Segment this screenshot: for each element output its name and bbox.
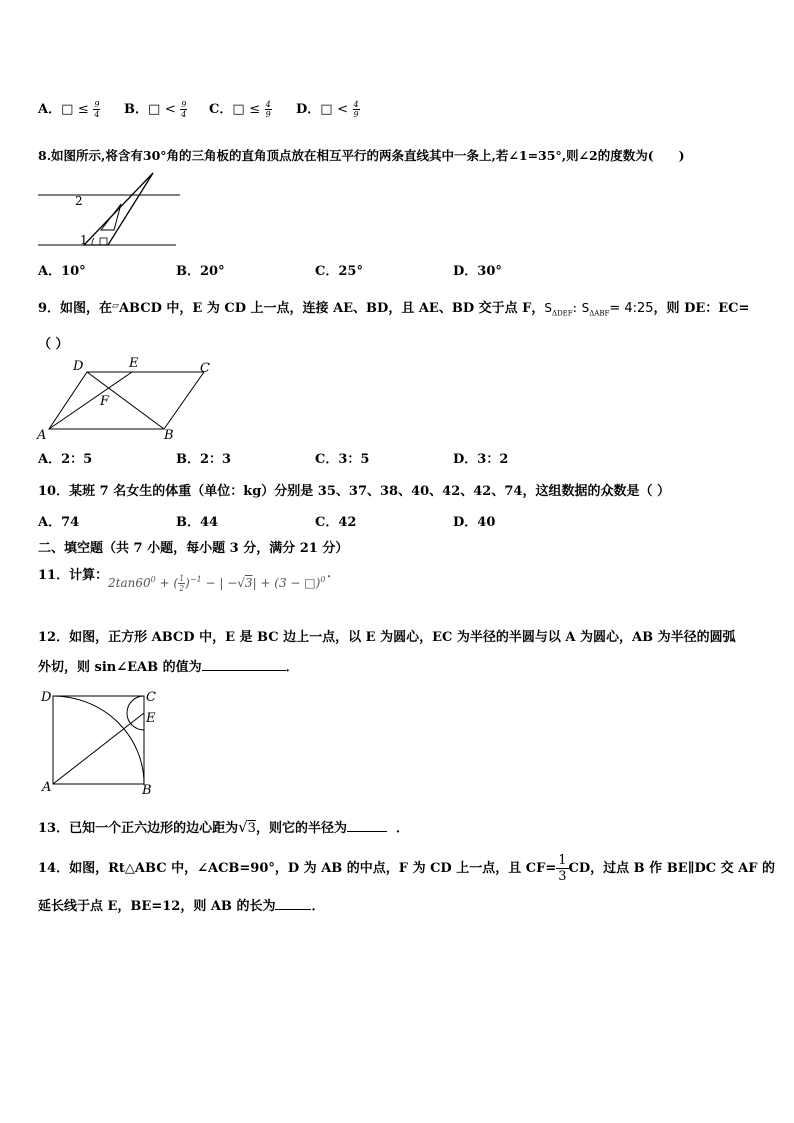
q9-stem: 9．如图，在▱ABCD 中，E 为 CD 上一点，连接 AE、BD，且 AE、BD 交于点 F，$S_{\Delta DEF}$: $S_{\Delta ABF}=$ 4:25，则 DE：EC= xyxy=(38,301,750,318)
q12-stem-line2: 外切，则 sin∠EAB 的值为 ． xyxy=(38,660,299,675)
q9-label-a: A xyxy=(37,428,47,442)
q14-stem-line2: 延长线于点 E，BE=12，则 AB 的长为 ． xyxy=(38,899,325,914)
q9-option-b: B．2：3 xyxy=(176,452,232,467)
section-2-heading: 二、填空题（共 7 小题，每小题 3 分，满分 21 分） xyxy=(38,541,349,556)
q9-option-a: A．2：5 xyxy=(38,452,93,467)
q11-formula: $2\tan 60^0$ + ( $\frac{1}{2}$ )$^{-1}$ − | −√3| + (3 − □)$^0$ xyxy=(108,574,326,593)
q7-option-d: D．□ < $\frac{4}{9}$ xyxy=(296,100,359,119)
q13-answer-blank xyxy=(347,819,387,832)
q12-label-c: C xyxy=(146,690,156,705)
q7-option-b: B．□ < $\frac{9}{4}$ xyxy=(124,100,187,119)
q8-option-a: A．10° xyxy=(38,264,86,279)
q10-option-b: B．44 xyxy=(176,515,219,530)
q12-label-b: B xyxy=(142,783,152,798)
q9-label-b: B xyxy=(164,428,174,442)
q8-stem: 8.如图所示,将含有30°角的三角板的直角顶点放在相互平行的两条直线其中一条上,若∠1=35°,则∠2的度数为( ) xyxy=(38,148,685,163)
q9-stem-line2: （ ） xyxy=(38,337,69,352)
q9-option-d: D．3：2 xyxy=(453,452,509,467)
q8-angle-1-label: 1 xyxy=(80,233,88,247)
q7-option-c: C．□ ≤ $\frac{4}{9}$ xyxy=(209,100,271,119)
q10-option-d: D．40 xyxy=(453,515,496,530)
q11-stem: 11．计算： xyxy=(38,568,109,583)
q10-option-a: A．74 xyxy=(38,515,80,530)
q13-stem: 13．已知一个正六边形的边心距为√3，则它的半径为 ． xyxy=(38,818,410,836)
q10-option-c: C．42 xyxy=(315,515,357,530)
q8-option-d: D．30° xyxy=(453,264,502,279)
q11-tail: . xyxy=(327,566,332,581)
q7-option-a: A．□ ≤ $\frac{9}{4}$ xyxy=(38,100,100,119)
q12-stem-line1: 12．如图，正方形 ABCD 中，E 是 BC 边上一点，以 E 为圆心，EC 为半径的半圆与以 A 为圆心，AB 为半径的圆弧 xyxy=(38,630,736,645)
q9-label-f: F xyxy=(100,394,110,409)
q9-figure xyxy=(34,356,224,442)
q9-label-d: D xyxy=(73,359,84,374)
q9-option-c: C．3：5 xyxy=(315,452,370,467)
q12-label-e: E xyxy=(146,711,156,726)
q8-option-b: B．20° xyxy=(176,264,225,279)
q8-option-c: C．25° xyxy=(315,264,363,279)
q8-angle-2-label: 2 xyxy=(75,194,83,208)
q12-label-a: A xyxy=(42,780,52,795)
q12-answer-blank xyxy=(202,658,286,671)
q12-label-d: D xyxy=(41,690,52,705)
q14-answer-blank xyxy=(275,897,311,910)
q10-stem: 10．某班 7 名女生的体重（单位：kg）分别是 35、37、38、40、42、42、74，这组数据的众数是（ ） xyxy=(38,484,670,499)
q8-figure xyxy=(36,168,186,250)
q12-figure xyxy=(38,688,164,798)
q9-label-c: C xyxy=(200,361,210,376)
q14-stem-line1: 14．如图，Rt△ABC 中，∠ACB=90°，D 为 AB 的中点，F 为 CD 上一点，且 CF= $\frac{1}{3}$ CD，过点 B 作 BE∥DC 交 AF 的 xyxy=(38,853,775,884)
q9-label-e: E xyxy=(129,356,139,371)
